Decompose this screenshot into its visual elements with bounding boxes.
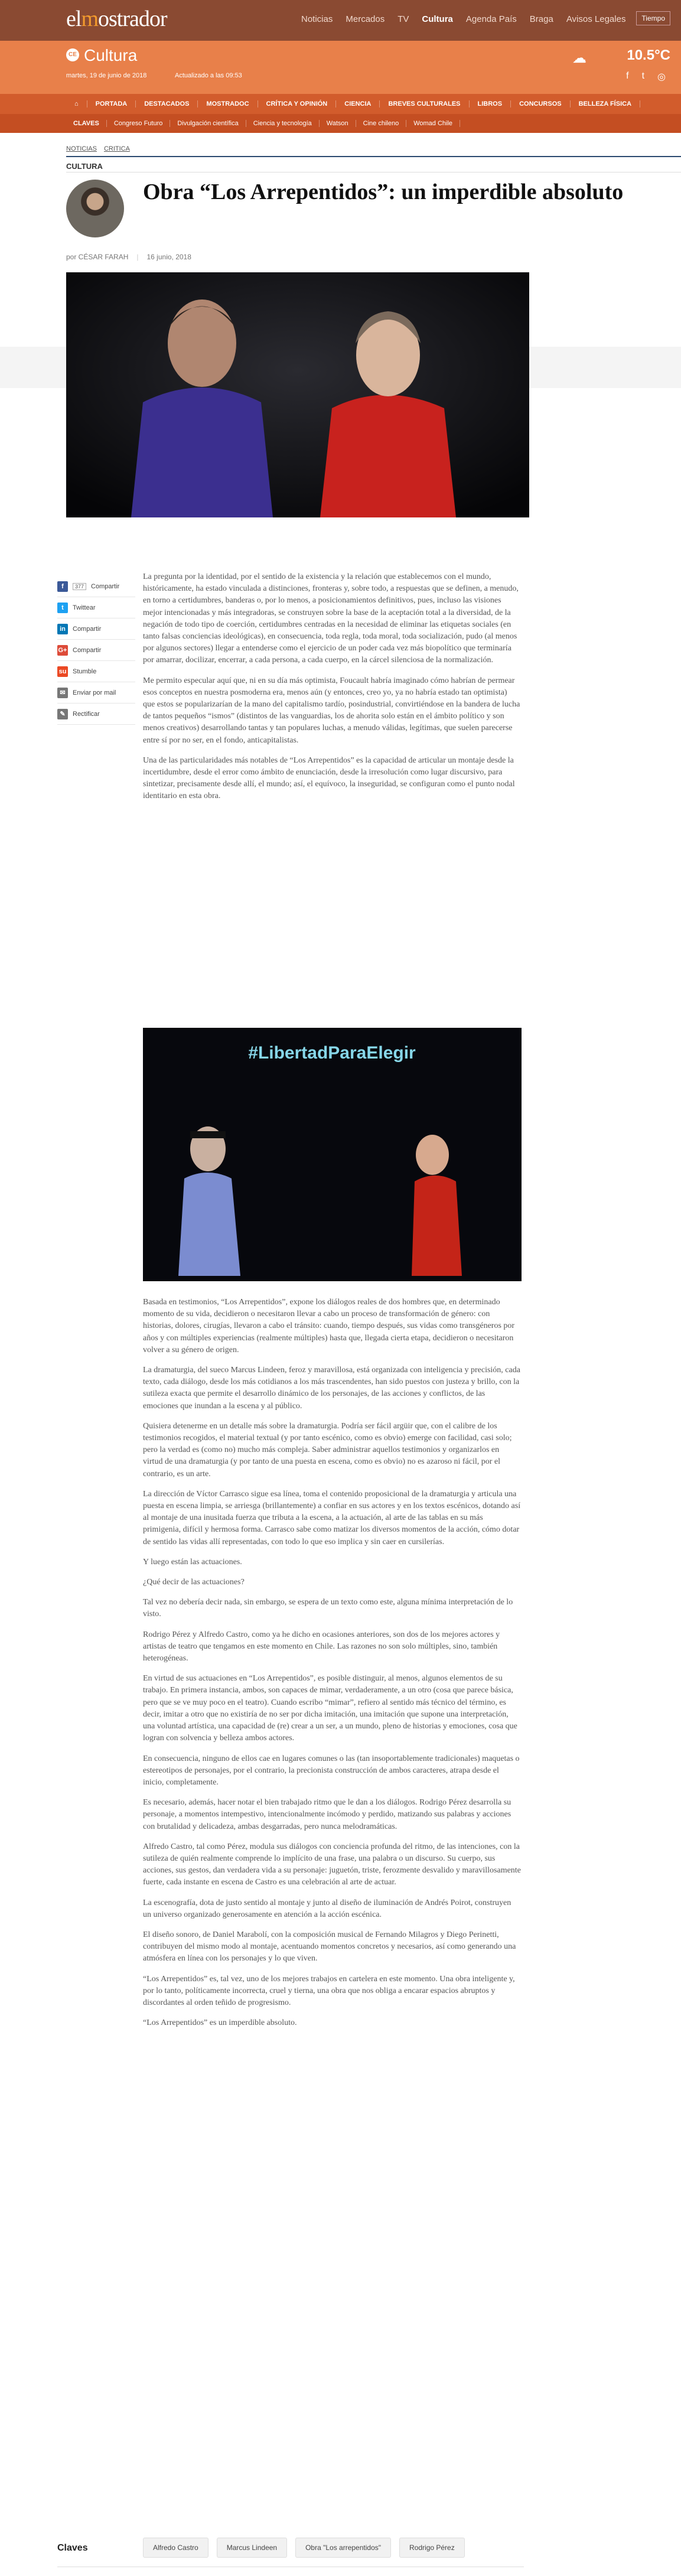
nav-belleza-fisica[interactable]: BELLEZA FÍSICA <box>571 100 640 108</box>
rectify-icon: ✎ <box>57 709 68 719</box>
current-date: martes, 19 de junio de 2018 <box>66 72 147 79</box>
nav-ciencia[interactable]: CIENCIA <box>336 100 380 108</box>
share-column <box>57 576 135 725</box>
topnav-tv[interactable]: TV <box>397 14 409 24</box>
article-paragraph: La escenografía, dota de justo sentido al montaje y junto al diseño de iluminación de Andrés Poirot, construyen un universo organizado generosamente en atención a la acción escénica. <box>143 1898 511 1919</box>
claves-watson[interactable]: Watson <box>320 120 356 127</box>
share-label: Compartir <box>73 646 102 654</box>
weather-link[interactable]: Tiempo <box>636 11 670 25</box>
divider <box>66 156 681 157</box>
article-paragraph: Tal vez no debería decir nada, sin embargo, se espera de un texto como este, alguna mínima interpretación de lo visto. <box>143 1598 513 1619</box>
share-count: 377 <box>73 583 86 590</box>
article-paragraph: “Los Arrepentidos” es un imperdible absoluto. <box>143 2018 297 2028</box>
nav-mostradoc[interactable]: MOSTRADOC <box>198 100 258 108</box>
hero-image <box>66 272 529 517</box>
claves-cine-chileno[interactable]: Cine chileno <box>356 120 407 127</box>
author-name[interactable]: por CÉSAR FARAH <box>66 253 129 261</box>
article-paragraph: Quisiera detenerme en un detalle más sobre la dramaturgia. Podría ser fácil argüir que, con el calibre de los testimonios recogidos, el material textual (y por tanto escénico, como es obvio) emerge con facilidad, casi solo; pero la verdad es (como no) mucho más compleja. Saber administrar aquellos testimonios y organizarlos en virtud de una dramaturgia (y por tanto de una puesta en escena, como es obvio) no es azaroso ni fácil, por el contrario, es un arte. <box>143 1421 512 1478</box>
temperature: 10.5°C <box>627 47 670 63</box>
claves-nav <box>0 114 681 133</box>
googleplus-icon: G+ <box>57 645 68 656</box>
facebook-icon[interactable]: f <box>626 71 629 81</box>
topnav-avisos-legales[interactable]: Avisos Legales <box>566 14 626 24</box>
twitter-icon: t <box>57 603 68 613</box>
article-paragraph: La dramaturgia, del sueco Marcus Lindeen, feroz y maravillosa, está organizada con inteligencia y precisión, cada texto, cada diálogo, desde los más cotidianos a los más trascendentes, han sido puestos con justeza y brillo, con la sutileza exacta que permite el desarrollo dinámico de los personajes, de las acciones y conflictos, de las emociones que inundan a la escena y al público. <box>143 1366 520 1411</box>
topnav-noticias[interactable]: Noticias <box>301 14 333 24</box>
category-label: CULTURA <box>66 162 103 171</box>
article-paragraph: Basada en testimonios, “Los Arrepentidos”, expone los diálogos reales de dos hombres que, en determinado momento de su vida, decidieron o necesitaron llevar a cabo un proceso de transformación de género: con historias, dolores, cirugías, llevaron a cabo el tránsito: cuando, tiempo después, sus vidas como transgéneros por años y con múltiples experiencias (realmente múltiples) hasta que, llegada cierta etapa, decidieron o necesitaron volver a su género de origen. <box>143 1298 515 1354</box>
claves-congreso-futuro[interactable]: Congreso Futuro <box>107 120 171 127</box>
article-paragraph: En virtud de sus actuaciones en “Los Arrepentidos”, es posible distinguir, al menos, algunos elementos de su trabajo. En primera instancia, ambos, son capaces de mimar, verdaderamente, a un otro (cosa que parece básica, pero que se ve muy poco en el teatro). Cuando escribo “mimar”, refiero al sentido más técnico del término, es decir, imitar a otro que no existiría de no ser por dicha imitación, una imitación que supone una interpretación, una voluntad artística, una capacidad de (re) crear a un ser, a un mundo, pleno de historias y emociones, cosa que logran con solvencia y belleza ambos actores. <box>143 1674 517 1743</box>
topnav-agenda-pais[interactable]: Agenda País <box>465 14 517 24</box>
article-paragraph: El diseño sonoro, de Daniel Marabolí, con la composición musical de Fernando Milagros y Diego Perinetti, contribuyen del mismo modo al montaje, acentuando momentos concretos y necesarios, así como generando una atmósfera en línea con los personajes y lo que viven. <box>143 1930 516 1963</box>
share-facebook[interactable] <box>57 576 135 597</box>
article-paragraph: Me permito especular aquí que, ni en su día más optimista, Foucault habría imaginado cómo habrían de permear esos conceptos en nuestra posmoderna era, menos aún (y entonces, creo yo, ya no habría estado tan optimista) que estos se popularizarían de la mano del capitalismo tardío, posindustrial, convirtiéndose en la bandera de lucha de tantos pequeños “ismos” (distintos de las vanguardias, los de ahorita solo están en el ámbito político y son menos creativos) desarrollando tantas y tan populares luchas, a menudo válidas, legítimas, que suelen parecerse entre sí por no ser, en el fondo, anticapitalistas. <box>143 676 520 745</box>
byline <box>66 253 191 261</box>
site-logo[interactable]: elmostrador <box>66 6 167 31</box>
claves-womad[interactable]: Womad Chile <box>406 120 460 127</box>
nav-concursos[interactable]: CONCURSOS <box>511 100 571 108</box>
claves-label: CLAVES <box>66 120 107 127</box>
nav-portada[interactable]: PORTADA <box>87 100 136 108</box>
section-logo-icon: CE <box>66 48 79 61</box>
tag-rodrigo-perez[interactable]: Rodrigo Pérez <box>399 2538 465 2558</box>
article-image <box>143 1028 522 1281</box>
section-title[interactable]: Cultura <box>84 46 138 64</box>
nav-breves-culturales[interactable]: BREVES CULTURALES <box>380 100 469 108</box>
nav-critica-opinion[interactable]: CRÍTICA Y OPINIÓN <box>258 100 337 108</box>
article-paragraph: En consecuencia, ninguno de ellos cae en lugares comunes o las (tan insoportablemente tradicionales) maquetas o estereotipos de personajes, por el contrario, la precionista construcción de ambos caracteres, atrapa desde el inicio, completamente. <box>143 1754 520 1787</box>
tags-label: Claves <box>57 2543 88 2553</box>
top-nav <box>301 14 625 24</box>
topnav-braga[interactable]: Braga <box>529 14 553 24</box>
photo-caption: #LibertadParaElegir <box>248 1043 416 1063</box>
cloud-icon: ☁ <box>572 50 586 66</box>
twitter-icon[interactable]: t <box>641 71 645 81</box>
share-linkedin[interactable] <box>57 618 135 640</box>
share-label: Compartir <box>91 582 120 590</box>
tag-alfredo-castro[interactable]: Alfredo Castro <box>143 2538 208 2558</box>
updated-time: Actualizado a las 09:53 <box>175 72 242 79</box>
breadcrumb-critica[interactable]: CRITICA <box>103 145 130 152</box>
article-paragraph: Una de las particularidades más notables de “Los Arrepentidos” es la capacidad de articular un montaje desde la incertidumbre, desde el error como ámbito de enunciación, desde la irresolución como lugar discursivo, para sintetizar, precisamente desde allí, el mundo; así, el equívoco, la inseguridad, se configuran como el punto nodal identitario en esta obra. <box>143 755 515 801</box>
share-label: Twittear <box>73 604 96 611</box>
article-title: Obra “Los Arrepentidos”: un imperdible absoluto <box>143 180 624 204</box>
article-paragraph: “Los Arrepentidos” es, tal vez, uno de los mejores trabajos en cartelera en este momento. Una obra inteligente y, por lo tanto, políticamente incorrecta, cruel y tierna, una obra que nos obliga a encarar espacios abruptos y discordantes al orden teñido de progresismo. <box>143 1974 515 2007</box>
claves-ciencia-tecnologia[interactable]: Ciencia y tecnología <box>246 120 320 127</box>
facebook-icon: f <box>57 581 68 592</box>
article-illustration <box>143 1028 522 1281</box>
article-body <box>143 571 521 811</box>
hero-illustration <box>66 272 529 517</box>
nav-libros[interactable]: LIBROS <box>470 100 511 108</box>
article-paragraph: ¿Qué decir de las actuaciones? <box>143 1578 245 1587</box>
breadcrumb <box>66 145 130 152</box>
article-paragraph: La pregunta por la identidad, por el sentido de la existencia y la relación que establecemos con el mundo, históricamente, ha estado vinculada a distinciones, fronteras y, sobre todo, a respuestas que se definen, a menudo, en torno a certidumbres, banderas o, por lo menos, a posicionamientos definitivos, pues, incluso las visiones mejor intencionadas y más integradoras, se construyen sobre la base de la aceptación total a la diversidad, de la negación de todo tipo de coerción, certidumbres centradas en la necesidad de eliminar las etiquetas sociales (en tanto falsas conciencias ideológicas), en consecuencia, toda regla, toda moral, toda socialización, pudo (al menos por algunos sectores) llegar a entenderse como el ejercicio de un poder cada vez más biopolítico que terminaría por amarrar, docilizar, encerrar, a cada persona, a cada cuerpo, en la cárcel silenciosa de la normalización. <box>143 572 519 665</box>
article-date: 16 junio, 2018 <box>146 253 191 261</box>
share-stumbleupon[interactable] <box>57 661 135 682</box>
article-paragraph: Alfredo Castro, tal como Pérez, modula sus diálogos con conciencia profunda del ritmo, de las intenciones, con la sutileza de quién realmente comprende lo implícito de una frase, una palabra o un discurso. Su cuerpo, sus acciones, sus gestos, dan verdadera vida a su personaje: juguetón, triste, ferozmente desvalido y maravillosamente fuerte, cada instante en escena de Castro es una celebración al arte de actuar. <box>143 1842 521 1887</box>
topnav-mercados[interactable]: Mercados <box>346 14 385 24</box>
share-rectify[interactable] <box>57 704 135 725</box>
breadcrumb-noticias[interactable]: NOTICIAS <box>66 145 97 152</box>
tag-los-arrepentidos[interactable]: Obra "Los arrepentidos" <box>295 2538 391 2558</box>
header-social-links <box>626 71 666 83</box>
instagram-icon[interactable]: ◎ <box>657 72 666 82</box>
share-email[interactable] <box>57 682 135 704</box>
author-avatar[interactable] <box>66 180 124 237</box>
share-label: Enviar por mail <box>73 689 116 696</box>
share-twitter[interactable] <box>57 597 135 618</box>
tag-marcus-lindeen[interactable]: Marcus Lindeen <box>217 2538 287 2558</box>
share-label: Rectificar <box>73 710 100 718</box>
article-paragraph: Y luego están las actuaciones. <box>143 1557 242 1567</box>
share-googleplus[interactable] <box>57 640 135 661</box>
nav-destacados[interactable]: DESTACADOS <box>136 100 198 108</box>
byline-separator: | <box>136 253 139 261</box>
main-nav <box>0 94 681 114</box>
article-body-continued <box>143 1297 521 2037</box>
tags-list <box>143 2538 465 2558</box>
claves-divulgacion[interactable]: Divulgación científica <box>170 120 246 127</box>
article-paragraph: La dirección de Víctor Carrasco sigue esa línea, toma el contenido proposicional de la dramaturgia y articula una puesta en escena limpia, se arriesga (brillantemente) a confiar en sus actores y en los textos escénicos, dotando así al montaje de una inusitada fuerza que tributa a la escena, a la actuación, al arte de las tablas en su más primigenia, difícil y hermosa forma. Carrasco sabe como matizar los diversos momentos de la acción, cómo dotar de sentido las vidas allí representadas, con todo lo que eso implica y sin caer en cursilerías. <box>143 1489 521 1546</box>
stumbleupon-icon: su <box>57 666 68 677</box>
article-paragraph: Rodrigo Pérez y Alfredo Castro, como ya he dicho en ocasiones anteriores, son dos de los mejores actores y artistas de teatro que tengamos en este momento en Chile. Las razones no son solo múltiples, sino, también heterogéneas. <box>143 1630 500 1663</box>
share-label: Stumble <box>73 667 97 675</box>
share-label: Compartir <box>73 625 102 633</box>
topnav-cultura[interactable]: Cultura <box>422 14 453 24</box>
linkedin-icon: in <box>57 624 68 634</box>
top-header <box>0 0 681 41</box>
email-icon: ✉ <box>57 688 68 698</box>
home-icon[interactable]: ⌂ <box>66 100 87 108</box>
article-paragraph: Es necesario, además, hacer notar el bien trabajado ritmo que le dan a los diálogos. Rodrigo Pérez desarrolla su personaje, a momentos intempestivo, intencionalmente incómodo y perdido, matizando sus palabras y acciones con brutalidad y delicadeza, ambas desgarradas, pero nunca melodramáticas. <box>143 1798 511 1831</box>
